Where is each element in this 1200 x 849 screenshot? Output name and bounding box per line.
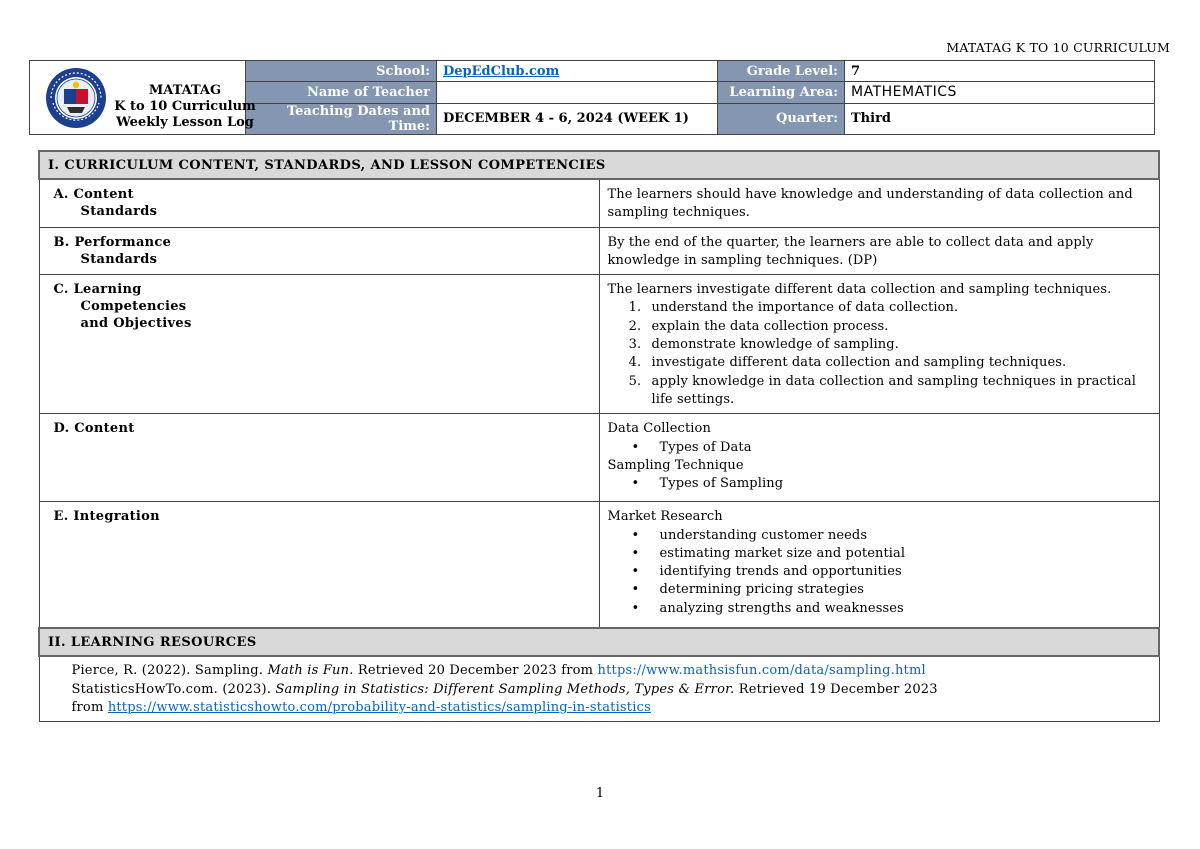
list-item: • analyzing strengths and weaknesses [654, 600, 1151, 618]
content-standards-label: A. Content Standards [39, 179, 599, 227]
curriculum-section [38, 150, 1160, 632]
content-standards-text: The learners should have knowledge and understanding of data collection and sampling techniques. [599, 179, 1159, 227]
competencies-label: C. Learning Competencies and Objectives [39, 275, 599, 414]
competencies-intro: The learners investigate different data collection and sampling techniques. [607, 282, 1112, 298]
list-item: • estimating market size and potential [654, 545, 1151, 563]
lesson-log-title: MATATAG K to 10 Curriculum Weekly Lesson Log [114, 83, 256, 130]
performance-standards-text: By the end of the quarter, the learners are able to collect data and apply knowledge in sampling techniques. (DP) [599, 227, 1159, 275]
content-label: D. Content [39, 414, 599, 502]
deped-seal-icon [45, 67, 107, 129]
list-item: 4. investigate different data collection and sampling techniques. [646, 354, 1151, 372]
content-standards-row [39, 179, 1159, 227]
school-value [437, 61, 718, 82]
teacher-value [437, 82, 718, 103]
running-header: MATATAG K TO 10 CURRICULUM [946, 40, 1170, 55]
reference-2-cont: from https://www.statisticshowto.com/probability-and-statistics/sampling-in-statistics [71, 700, 651, 715]
list-item: • identifying trends and opportunities [654, 563, 1151, 581]
section-2-heading: II. LEARNING RESOURCES [39, 628, 1159, 656]
learning-area-label: Learning Area: [718, 82, 845, 103]
list-item: • Types of Data [654, 439, 1151, 457]
content-text: Data Collection • Types of Data Sampling Technique • Types of Sampling [599, 414, 1159, 502]
lesson-log-header [29, 60, 1155, 135]
reference-2: StatisticsHowTo.com. (2023). Sampling in Statistics: Different Sampling Methods, Types & Error. Retrieved 19 December 2023 [71, 681, 938, 697]
sampling-list [608, 475, 1151, 493]
quarter-label: Quarter: [718, 103, 845, 134]
page-number: 1 [595, 786, 605, 801]
teaching-dates-value: DECEMBER 4 - 6, 2024 (WEEK 1) [437, 103, 718, 134]
section-1-heading: I. CURRICULUM CONTENT, STANDARDS, AND LESSON COMPETENCIES [39, 151, 1159, 179]
list-item: 3. demonstrate knowledge of sampling. [646, 336, 1151, 354]
reference-2-url[interactable]: https://www.statisticshowto.com/probability-and-statistics/sampling-in-statistics [107, 700, 651, 715]
list-item: 5. apply knowledge in data collection and sampling techniques in practical life settings. [646, 373, 1151, 410]
references-list [39, 656, 1159, 721]
performance-standards-label: B. Performance Standards [39, 227, 599, 275]
data-collection-list [608, 439, 1151, 457]
content-row [39, 414, 1159, 502]
teaching-dates-label: Teaching Dates and Time: [246, 103, 437, 134]
list-item: • understanding customer needs [654, 527, 1151, 545]
learning-resources-section [38, 627, 1160, 722]
quarter-value: Third [845, 103, 1155, 134]
list-item: 1. understand the importance of data collection. [646, 299, 1151, 317]
objectives-list [608, 299, 1151, 409]
header-logo-cell [30, 61, 256, 135]
learning-area-value: MATHEMATICS [845, 82, 1155, 103]
reference-1: Pierce, R. (2022). Sampling. Math is Fun. Retrieved 20 December 2023 from https://www.mathsisfun.com/data/sampling.html [71, 663, 926, 678]
integration-label: E. Integration [39, 502, 599, 632]
school-label: School: [246, 61, 437, 82]
grade-level-label: Grade Level: [718, 61, 845, 82]
reference-1-url[interactable]: https://www.mathsisfun.com/data/sampling.html [597, 663, 926, 678]
list-item: • Types of Sampling [654, 475, 1151, 493]
grade-level-value: 7 [845, 61, 1155, 82]
performance-standards-row [39, 227, 1159, 275]
integration-row [39, 502, 1159, 632]
integration-text: Market Research • understanding customer needs • estimating market size and potential • identifying trends and opportunities • determining pricing strategies • analyzing strengths and weaknesses [599, 502, 1159, 632]
school-link[interactable]: DepEdClub.com [443, 63, 560, 79]
teacher-label: Name of Teacher [246, 82, 437, 103]
list-item: • determining pricing strategies [654, 581, 1151, 599]
competencies-row [39, 275, 1159, 414]
competencies-text [599, 275, 1159, 414]
market-research-list [608, 527, 1151, 618]
list-item: 2. explain the data collection process. [646, 318, 1151, 336]
